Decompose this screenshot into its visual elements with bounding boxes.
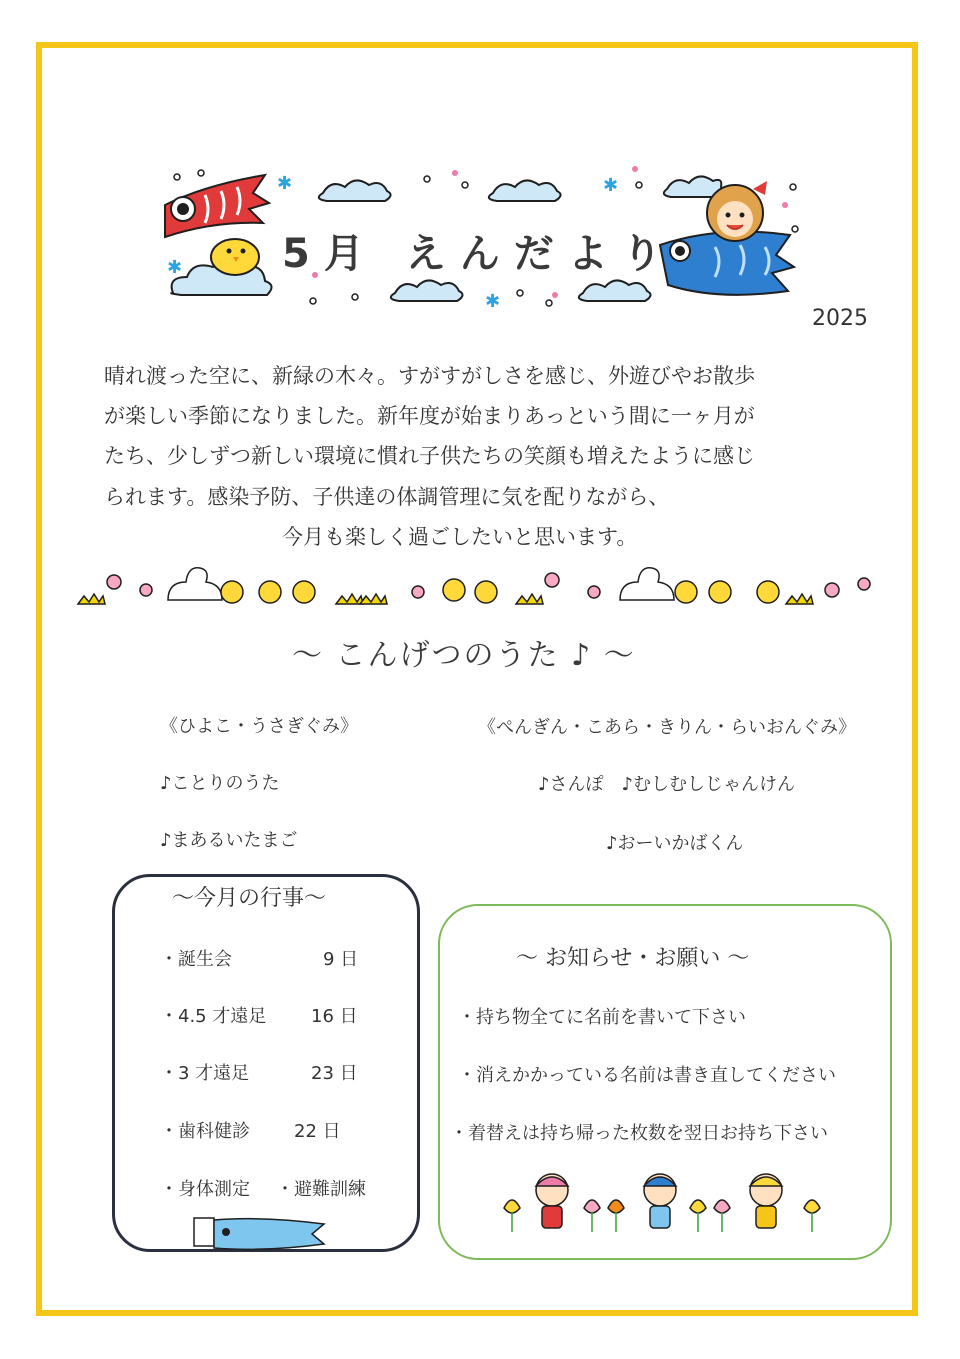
small-carp-icon: [192, 1210, 328, 1254]
star-icon: ✱: [603, 175, 619, 196]
notice-item: ・着替えは持ち帰った枚数を翌日お持ち下さい: [450, 1123, 828, 1144]
intro-line: たち、少しずつ新しい環境に慣れ子供たちの笑顔も増えたように感じ: [104, 444, 755, 468]
chick-icon: [211, 239, 259, 275]
left-song: ♪まあるいたまご: [160, 830, 298, 851]
event-day: 16 日: [311, 1006, 358, 1027]
red-carp-icon: [165, 175, 269, 237]
event-name: ・身体測定: [160, 1179, 250, 1200]
event-day: 9 日: [323, 949, 359, 970]
event-day: 22 日: [294, 1121, 341, 1142]
star-icon: ✱: [167, 257, 183, 278]
event-day: ・避難訓練: [276, 1179, 366, 1200]
right-group-label: 《ぺんぎん・こあら・きりん・らいおんぐみ》: [478, 717, 856, 738]
notice-item: ・持ち物全てに名前を書いて下さい: [458, 1007, 746, 1028]
page-title: 5月 えんだより: [282, 231, 676, 277]
left-group-label: 《ひよこ・うさぎぐみ》: [160, 716, 358, 737]
event-name: ・誕生会: [160, 949, 232, 970]
events-title: ～今月の行事～: [172, 886, 327, 911]
intro-line: が楽しい季節になりました。新年度が始まりあっという間に一ヶ月が: [104, 404, 755, 428]
kid-icon: [536, 1174, 782, 1228]
intro-line: 晴れ渡った空に、新緑の木々。すがすがしさを感じ、外遊びやお散歩: [104, 364, 755, 388]
events-box: [112, 874, 420, 1252]
intro-line: 今月も楽しく過ごしたいと思います。: [282, 525, 638, 549]
star-icon: ✱: [485, 291, 501, 312]
year-label: 2025: [812, 306, 868, 331]
right-song: ♪おーいかばくん: [606, 833, 744, 854]
event-name: ・4.5 才遠足: [160, 1006, 267, 1027]
kids-tulips-illustration: [498, 1168, 830, 1240]
star-icon: ✱: [277, 173, 293, 194]
right-song: ♪さんぽ ♪むしむしじゃんけん: [538, 774, 795, 795]
songs-title: ～ こんげつのうた ♪ ～: [292, 638, 636, 673]
notice-item: ・消えかかっている名前は書き直してください: [458, 1065, 836, 1086]
event-name: ・3 才遠足: [160, 1063, 250, 1084]
event-name: ・歯科健診: [160, 1121, 250, 1142]
intro-line: られます。感染予防、子供達の体調管理に気を配りながら、: [104, 485, 670, 509]
left-song: ♪ことりのうた: [160, 773, 280, 794]
chick-icon: [221, 579, 779, 603]
event-day: 23 日: [311, 1063, 358, 1084]
notice-title: ～ お知らせ・お願い ～: [516, 946, 750, 971]
chick-flower-border: [74, 560, 884, 612]
blue-carp-icon: [660, 232, 794, 295]
